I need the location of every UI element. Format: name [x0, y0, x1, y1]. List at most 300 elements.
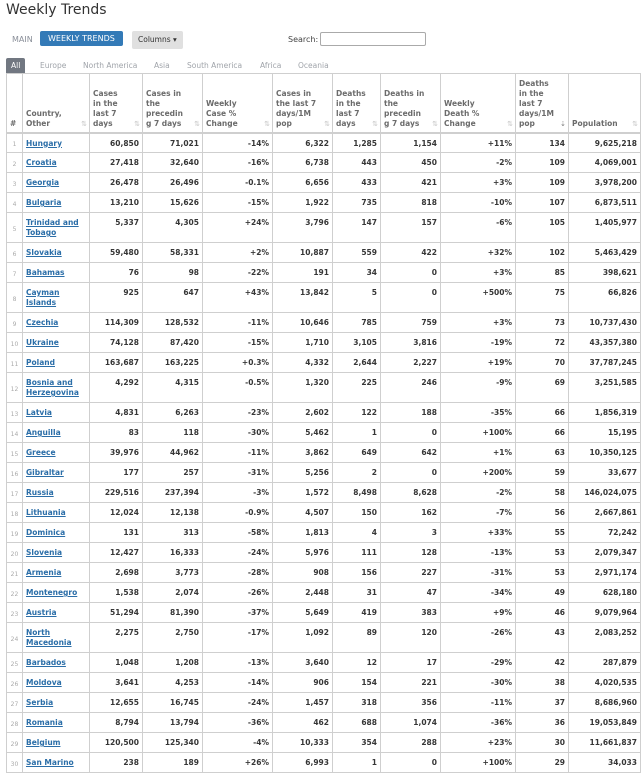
- cell-col-cases-prev7: 257: [143, 463, 203, 483]
- cell-col-weekly-case-change: -3%: [203, 483, 273, 503]
- region-tab-all[interactable]: All: [6, 58, 25, 73]
- cell-col-cases-last7: 120,500: [90, 733, 143, 753]
- cell-col-cases-per-1m: 5,976: [273, 543, 333, 563]
- cell-col-cases-prev7: 87,420: [143, 333, 203, 353]
- cell-col-country: [23, 133, 90, 153]
- country-link[interactable]: Czechia: [26, 318, 59, 327]
- region-tabs: [6, 58, 638, 73]
- cell-col-cases-per-1m: 6,738: [273, 153, 333, 173]
- cell-col-deaths-per-1m: 42: [516, 653, 569, 673]
- cell-col-population: 2,079,347: [569, 543, 641, 563]
- cell-col-deaths-prev7: 162: [381, 503, 441, 523]
- table-row: [7, 263, 641, 283]
- cell-col-weekly-death-change: +9%: [441, 603, 516, 623]
- cell-col-weekly-case-change: -16%: [203, 153, 273, 173]
- country-link[interactable]: Bulgaria: [26, 198, 62, 207]
- cell-col-deaths-last7: 12: [333, 653, 381, 673]
- country-link[interactable]: Ukraine: [26, 338, 59, 347]
- cell-col-cases-prev7: 44,962: [143, 443, 203, 463]
- table-row: [7, 403, 641, 423]
- cell-col-rank: 7: [7, 263, 23, 283]
- cell-col-weekly-case-change: -15%: [203, 193, 273, 213]
- cell-col-country: [23, 243, 90, 263]
- country-link[interactable]: San Marino: [26, 758, 74, 767]
- cell-col-country: [23, 543, 90, 563]
- cell-col-cases-prev7: 3,773: [143, 563, 203, 583]
- cell-col-cases-per-1m: 2,448: [273, 583, 333, 603]
- cell-col-deaths-last7: 31: [333, 583, 381, 603]
- header-col-cases-per-1m[interactable]: [273, 74, 333, 133]
- cell-col-rank: 30: [7, 753, 23, 773]
- table-row: [7, 353, 641, 373]
- cell-col-cases-prev7: 118: [143, 423, 203, 443]
- cell-col-weekly-case-change: -14%: [203, 673, 273, 693]
- country-link[interactable]: Hungary: [26, 138, 62, 148]
- country-link[interactable]: Romania: [26, 718, 63, 727]
- cell-col-cases-prev7: 189: [143, 753, 203, 773]
- header-label: #: [10, 118, 17, 128]
- cell-col-cases-prev7: 32,640: [143, 153, 203, 173]
- header-col-cases-prev7[interactable]: [143, 74, 203, 133]
- cell-col-deaths-per-1m: 38: [516, 673, 569, 693]
- cell-col-cases-per-1m: 6,322: [273, 133, 333, 153]
- cell-col-deaths-last7: 688: [333, 713, 381, 733]
- cell-col-deaths-prev7: 1,074: [381, 713, 441, 733]
- country-link[interactable]: Barbados: [26, 658, 66, 667]
- cell-col-weekly-case-change: -28%: [203, 563, 273, 583]
- country-link[interactable]: Russia: [26, 488, 54, 497]
- sort-icon[interactable]: ⇅: [372, 119, 378, 128]
- cell-col-rank: 28: [7, 713, 23, 733]
- cell-col-cases-per-1m: 462: [273, 713, 333, 733]
- cell-col-cases-per-1m: 1,092: [273, 623, 333, 653]
- cell-col-deaths-per-1m: 55: [516, 523, 569, 543]
- cell-col-deaths-last7: 2: [333, 463, 381, 483]
- cell-col-population: 287,879: [569, 653, 641, 673]
- cell-col-deaths-last7: 1,285: [333, 133, 381, 153]
- cell-col-cases-prev7: 98: [143, 263, 203, 283]
- cell-col-deaths-prev7: 0: [381, 463, 441, 483]
- table-row: [7, 463, 641, 483]
- country-link[interactable]: Anguilla: [26, 428, 61, 437]
- sort-icon[interactable]: ⇅: [81, 119, 87, 128]
- cell-col-cases-last7: 12,427: [90, 543, 143, 563]
- cell-col-weekly-death-change: +19%: [441, 353, 516, 373]
- region-tab-europe[interactable]: Europe: [40, 61, 67, 70]
- country-link[interactable]: Bahamas: [26, 268, 65, 277]
- header-col-deaths-last7[interactable]: [333, 74, 381, 133]
- cell-col-weekly-case-change: +2%: [203, 243, 273, 263]
- cell-col-weekly-death-change: +100%: [441, 753, 516, 773]
- cell-col-cases-per-1m: 10,887: [273, 243, 333, 263]
- cell-col-country: [23, 193, 90, 213]
- cell-col-weekly-case-change: -0.5%: [203, 373, 273, 403]
- cell-col-country: [23, 653, 90, 673]
- cell-col-population: 8,686,960: [569, 693, 641, 713]
- cell-col-deaths-per-1m: 85: [516, 263, 569, 283]
- search-input[interactable]: [320, 32, 426, 46]
- cell-col-rank: 9: [7, 313, 23, 333]
- cell-col-deaths-prev7: 0: [381, 283, 441, 313]
- country-link[interactable]: Latvia: [26, 408, 52, 417]
- cell-col-deaths-prev7: 120: [381, 623, 441, 653]
- cell-col-population: 33,677: [569, 463, 641, 483]
- country-link[interactable]: Armenia: [26, 568, 62, 577]
- cell-col-weekly-case-change: -24%: [203, 693, 273, 713]
- cell-col-weekly-death-change: +11%: [441, 133, 516, 153]
- cell-col-population: 10,350,125: [569, 443, 641, 463]
- cell-col-population: 146,024,075: [569, 483, 641, 503]
- table-row: [7, 243, 641, 263]
- cell-col-weekly-death-change: -19%: [441, 333, 516, 353]
- cell-col-cases-last7: 13,210: [90, 193, 143, 213]
- cell-col-weekly-death-change: -30%: [441, 673, 516, 693]
- cell-col-cases-per-1m: 906: [273, 673, 333, 693]
- header-label: Country, Other: [26, 108, 62, 128]
- table-row: [7, 753, 641, 773]
- country-link[interactable]: Belgium: [26, 738, 61, 747]
- cell-col-weekly-death-change: +33%: [441, 523, 516, 543]
- region-tab-asia[interactable]: Asia: [154, 61, 170, 70]
- cell-col-deaths-per-1m: 105: [516, 213, 569, 243]
- cell-col-weekly-death-change: -7%: [441, 503, 516, 523]
- table-row: [7, 523, 641, 543]
- cell-col-cases-last7: 12,655: [90, 693, 143, 713]
- cell-col-cases-per-1m: 3,640: [273, 653, 333, 673]
- table-row: [7, 503, 641, 523]
- cell-col-deaths-per-1m: 109: [516, 173, 569, 193]
- cell-col-weekly-death-change: +32%: [441, 243, 516, 263]
- cell-col-weekly-death-change: -2%: [441, 483, 516, 503]
- cell-col-population: 34,033: [569, 753, 641, 773]
- country-link[interactable]: Greece: [26, 448, 56, 457]
- cell-col-weekly-case-change: -22%: [203, 263, 273, 283]
- cell-col-rank: 2: [7, 153, 23, 173]
- cell-col-cases-last7: 229,516: [90, 483, 143, 503]
- country-link[interactable]: Croatia: [26, 158, 57, 167]
- country-link[interactable]: Lithuania: [26, 508, 66, 517]
- cell-col-weekly-death-change: +100%: [441, 423, 516, 443]
- cell-col-deaths-per-1m: 70: [516, 353, 569, 373]
- cell-col-cases-last7: 177: [90, 463, 143, 483]
- cell-col-country: [23, 603, 90, 623]
- cell-col-population: 1,405,977: [569, 213, 641, 243]
- cell-col-cases-per-1m: 3,796: [273, 213, 333, 243]
- cell-col-cases-per-1m: 908: [273, 563, 333, 583]
- cell-col-country: [23, 733, 90, 753]
- table-row: [7, 603, 641, 623]
- cell-col-weekly-case-change: -4%: [203, 733, 273, 753]
- cell-col-rank: 23: [7, 603, 23, 623]
- region-tab-oceania[interactable]: Oceania: [298, 61, 329, 70]
- cell-col-deaths-last7: 89: [333, 623, 381, 653]
- cell-col-deaths-prev7: 2,227: [381, 353, 441, 373]
- cell-col-cases-prev7: 4,315: [143, 373, 203, 403]
- cell-col-weekly-case-change: -11%: [203, 443, 273, 463]
- cell-col-rank: 4: [7, 193, 23, 213]
- sort-icon[interactable]: ⇅: [632, 119, 638, 128]
- weekly-trends-table: [6, 73, 641, 773]
- cell-col-deaths-prev7: 157: [381, 213, 441, 243]
- region-tab-africa[interactable]: Africa: [260, 61, 282, 70]
- cell-col-cases-last7: 925: [90, 283, 143, 313]
- cell-col-population: 19,053,849: [569, 713, 641, 733]
- cell-col-country: [23, 423, 90, 443]
- cell-col-country: [23, 263, 90, 283]
- table-row: [7, 693, 641, 713]
- cell-col-cases-per-1m: 5,649: [273, 603, 333, 623]
- cell-col-cases-per-1m: 1,457: [273, 693, 333, 713]
- search-label: Search:: [288, 35, 319, 44]
- cell-col-deaths-per-1m: 59: [516, 463, 569, 483]
- cell-col-cases-last7: 8,794: [90, 713, 143, 733]
- cell-col-population: 6,873,511: [569, 193, 641, 213]
- cell-col-rank: 18: [7, 503, 23, 523]
- cell-col-population: 72,242: [569, 523, 641, 543]
- table-row: [7, 483, 641, 503]
- cell-col-cases-last7: 26,478: [90, 173, 143, 193]
- cell-col-cases-prev7: 12,138: [143, 503, 203, 523]
- cell-col-deaths-per-1m: 30: [516, 733, 569, 753]
- cell-col-weekly-death-change: -10%: [441, 193, 516, 213]
- cell-col-deaths-prev7: 3: [381, 523, 441, 543]
- header-label: Population: [572, 118, 618, 128]
- cell-col-cases-prev7: 125,340: [143, 733, 203, 753]
- cell-col-cases-last7: 163,687: [90, 353, 143, 373]
- table-row: [7, 193, 641, 213]
- cell-col-weekly-case-change: -30%: [203, 423, 273, 443]
- cell-col-deaths-per-1m: 72: [516, 333, 569, 353]
- cell-col-weekly-death-change: -29%: [441, 653, 516, 673]
- tab-main[interactable]: MAIN: [12, 35, 33, 44]
- columns-button[interactable]: [132, 31, 183, 49]
- table-row: [7, 213, 641, 243]
- sort-icon[interactable]: ⇅: [432, 119, 438, 128]
- cell-col-deaths-per-1m: 107: [516, 193, 569, 213]
- cell-col-deaths-last7: 1: [333, 753, 381, 773]
- cell-col-weekly-death-change: -35%: [441, 403, 516, 423]
- country-link[interactable]: Serbia: [26, 698, 54, 707]
- tab-weekly-trends[interactable]: WEEKLY TRENDS: [40, 31, 123, 46]
- cell-col-deaths-per-1m: 58: [516, 483, 569, 503]
- cell-col-rank: 1: [7, 133, 23, 153]
- cell-col-weekly-case-change: -37%: [203, 603, 273, 623]
- header-label: Weekly Case % Change: [206, 98, 238, 128]
- cell-col-deaths-per-1m: 43: [516, 623, 569, 653]
- cell-col-rank: 16: [7, 463, 23, 483]
- sort-desc-icon[interactable]: ⇣: [560, 119, 566, 128]
- cell-col-cases-per-1m: 1,320: [273, 373, 333, 403]
- cell-col-weekly-death-change: -6%: [441, 213, 516, 243]
- cell-col-cases-last7: 4,831: [90, 403, 143, 423]
- cell-col-deaths-prev7: 3,816: [381, 333, 441, 353]
- sort-icon[interactable]: ⇅: [264, 119, 270, 128]
- cell-col-cases-prev7: 2,750: [143, 623, 203, 653]
- cell-col-deaths-last7: 1: [333, 423, 381, 443]
- cell-col-deaths-per-1m: 36: [516, 713, 569, 733]
- cell-col-deaths-per-1m: 66: [516, 423, 569, 443]
- country-link[interactable]: Poland: [26, 358, 55, 367]
- table-row: [7, 133, 641, 153]
- cell-col-weekly-death-change: +1%: [441, 443, 516, 463]
- cell-col-deaths-per-1m: 29: [516, 753, 569, 773]
- region-tab-south-america[interactable]: South America: [187, 61, 243, 70]
- cell-col-rank: 8: [7, 283, 23, 313]
- cell-col-rank: 29: [7, 733, 23, 753]
- cell-col-country: [23, 373, 90, 403]
- cell-col-cases-last7: 114,309: [90, 313, 143, 333]
- cell-col-weekly-death-change: -31%: [441, 563, 516, 583]
- cell-col-cases-prev7: 128,532: [143, 313, 203, 333]
- cell-col-deaths-prev7: 227: [381, 563, 441, 583]
- cell-col-rank: 21: [7, 563, 23, 583]
- country-link[interactable]: Gibraltar: [26, 468, 64, 477]
- cell-col-deaths-prev7: 422: [381, 243, 441, 263]
- country-link[interactable]: Bosnia and Herzegovina: [26, 378, 79, 397]
- table-row: [7, 313, 641, 333]
- cell-col-weekly-death-change: +200%: [441, 463, 516, 483]
- cell-col-deaths-last7: 4: [333, 523, 381, 543]
- region-tab-north-america[interactable]: North America: [83, 61, 138, 70]
- cell-col-weekly-death-change: +500%: [441, 283, 516, 313]
- cell-col-deaths-prev7: 188: [381, 403, 441, 423]
- cell-col-deaths-last7: 8,498: [333, 483, 381, 503]
- cell-col-population: 2,083,252: [569, 623, 641, 653]
- cell-col-deaths-last7: 2,644: [333, 353, 381, 373]
- country-link[interactable]: Dominica: [26, 528, 66, 537]
- cell-col-rank: 26: [7, 673, 23, 693]
- cell-col-country: [23, 333, 90, 353]
- cell-col-cases-per-1m: 4,332: [273, 353, 333, 373]
- cell-col-deaths-prev7: 47: [381, 583, 441, 603]
- cell-col-country: [23, 623, 90, 653]
- header-col-weekly-case-change[interactable]: [203, 74, 273, 133]
- cell-col-rank: 10: [7, 333, 23, 353]
- cell-col-population: 10,737,430: [569, 313, 641, 333]
- cell-col-country: [23, 693, 90, 713]
- cell-col-cases-per-1m: 6,993: [273, 753, 333, 773]
- cell-col-deaths-prev7: 288: [381, 733, 441, 753]
- country-link[interactable]: Slovenia: [26, 548, 63, 557]
- table-body: [7, 133, 641, 773]
- cell-col-weekly-case-change: -24%: [203, 543, 273, 563]
- country-link[interactable]: North Macedonia: [26, 628, 72, 647]
- header-col-deaths-prev7[interactable]: [381, 74, 441, 133]
- sort-icon[interactable]: ⇅: [507, 119, 513, 128]
- cell-col-rank: 19: [7, 523, 23, 543]
- cell-col-deaths-per-1m: 37: [516, 693, 569, 713]
- header-col-deaths-per-1m[interactable]: [516, 74, 569, 133]
- cell-col-deaths-per-1m: 134: [516, 133, 569, 153]
- cell-col-cases-per-1m: 4,507: [273, 503, 333, 523]
- cell-col-cases-prev7: 1,208: [143, 653, 203, 673]
- cell-col-weekly-case-change: +26%: [203, 753, 273, 773]
- header-label: Deaths in the last 7 days: [336, 88, 366, 128]
- header-col-weekly-death-change[interactable]: [441, 74, 516, 133]
- cell-col-cases-last7: 59,480: [90, 243, 143, 263]
- cell-col-cases-last7: 74,128: [90, 333, 143, 353]
- cell-col-country: [23, 753, 90, 773]
- cell-col-cases-last7: 12,024: [90, 503, 143, 523]
- cell-col-cases-per-1m: 10,646: [273, 313, 333, 333]
- cell-col-rank: 20: [7, 543, 23, 563]
- sort-icon[interactable]: ⇅: [134, 119, 140, 128]
- header-col-country[interactable]: [23, 74, 90, 133]
- cell-col-country: [23, 713, 90, 733]
- header-col-cases-last7[interactable]: [90, 74, 143, 133]
- cell-col-cases-per-1m: 13,842: [273, 283, 333, 313]
- cell-col-deaths-per-1m: 53: [516, 543, 569, 563]
- cell-col-cases-per-1m: 6,656: [273, 173, 333, 193]
- header-col-population[interactable]: [569, 74, 641, 133]
- cell-col-country: [23, 583, 90, 603]
- sort-icon[interactable]: ⇅: [324, 119, 330, 128]
- cell-col-deaths-per-1m: 53: [516, 563, 569, 583]
- country-link[interactable]: Montenegro: [26, 588, 78, 597]
- header-label: Cases in the last 7 days/1M pop: [276, 88, 317, 128]
- cell-col-rank: 14: [7, 423, 23, 443]
- header-label: Cases in the last 7 days: [93, 88, 118, 128]
- cell-col-cases-last7: 27,418: [90, 153, 143, 173]
- cell-col-rank: 15: [7, 443, 23, 463]
- cell-col-population: 15,195: [569, 423, 641, 443]
- cell-col-country: [23, 153, 90, 173]
- cell-col-cases-prev7: 237,394: [143, 483, 203, 503]
- cell-col-population: 9,079,964: [569, 603, 641, 623]
- country-link[interactable]: Slovakia: [26, 248, 62, 257]
- cell-col-deaths-last7: 3,105: [333, 333, 381, 353]
- cell-col-weekly-case-change: -15%: [203, 333, 273, 353]
- country-link[interactable]: Moldova: [26, 678, 62, 687]
- table-row: [7, 673, 641, 693]
- cell-col-deaths-last7: 147: [333, 213, 381, 243]
- sort-icon[interactable]: ⇅: [194, 119, 200, 128]
- cell-col-deaths-prev7: 383: [381, 603, 441, 623]
- cell-col-deaths-last7: 34: [333, 263, 381, 283]
- country-link[interactable]: Trinidad and Tobago: [26, 218, 79, 237]
- cell-col-cases-last7: 2,275: [90, 623, 143, 653]
- cell-col-weekly-case-change: -0.9%: [203, 503, 273, 523]
- cell-col-cases-prev7: 81,390: [143, 603, 203, 623]
- cell-col-weekly-case-change: -26%: [203, 583, 273, 603]
- table-row: [7, 173, 641, 193]
- cell-col-deaths-prev7: 421: [381, 173, 441, 193]
- cell-col-cases-prev7: 26,496: [143, 173, 203, 193]
- cell-col-deaths-prev7: 818: [381, 193, 441, 213]
- table-row: [7, 153, 641, 173]
- country-link[interactable]: Georgia: [26, 178, 60, 187]
- cell-col-cases-per-1m: 5,256: [273, 463, 333, 483]
- cell-col-rank: 27: [7, 693, 23, 713]
- cell-col-weekly-death-change: -26%: [441, 623, 516, 653]
- cell-col-cases-last7: 76: [90, 263, 143, 283]
- cell-col-deaths-prev7: 128: [381, 543, 441, 563]
- cell-col-cases-prev7: 313: [143, 523, 203, 543]
- cell-col-deaths-prev7: 642: [381, 443, 441, 463]
- table-row: [7, 373, 641, 403]
- cell-col-weekly-case-change: -17%: [203, 623, 273, 653]
- cell-col-rank: 24: [7, 623, 23, 653]
- cell-col-population: 3,251,585: [569, 373, 641, 403]
- country-link[interactable]: Austria: [26, 608, 57, 617]
- cell-col-deaths-prev7: 8,628: [381, 483, 441, 503]
- cell-col-country: [23, 563, 90, 583]
- table-row: [7, 623, 641, 653]
- cell-col-deaths-per-1m: 69: [516, 373, 569, 403]
- cell-col-cases-last7: 39,976: [90, 443, 143, 463]
- cell-col-cases-prev7: 4,305: [143, 213, 203, 243]
- country-link[interactable]: Cayman Islands: [26, 288, 60, 307]
